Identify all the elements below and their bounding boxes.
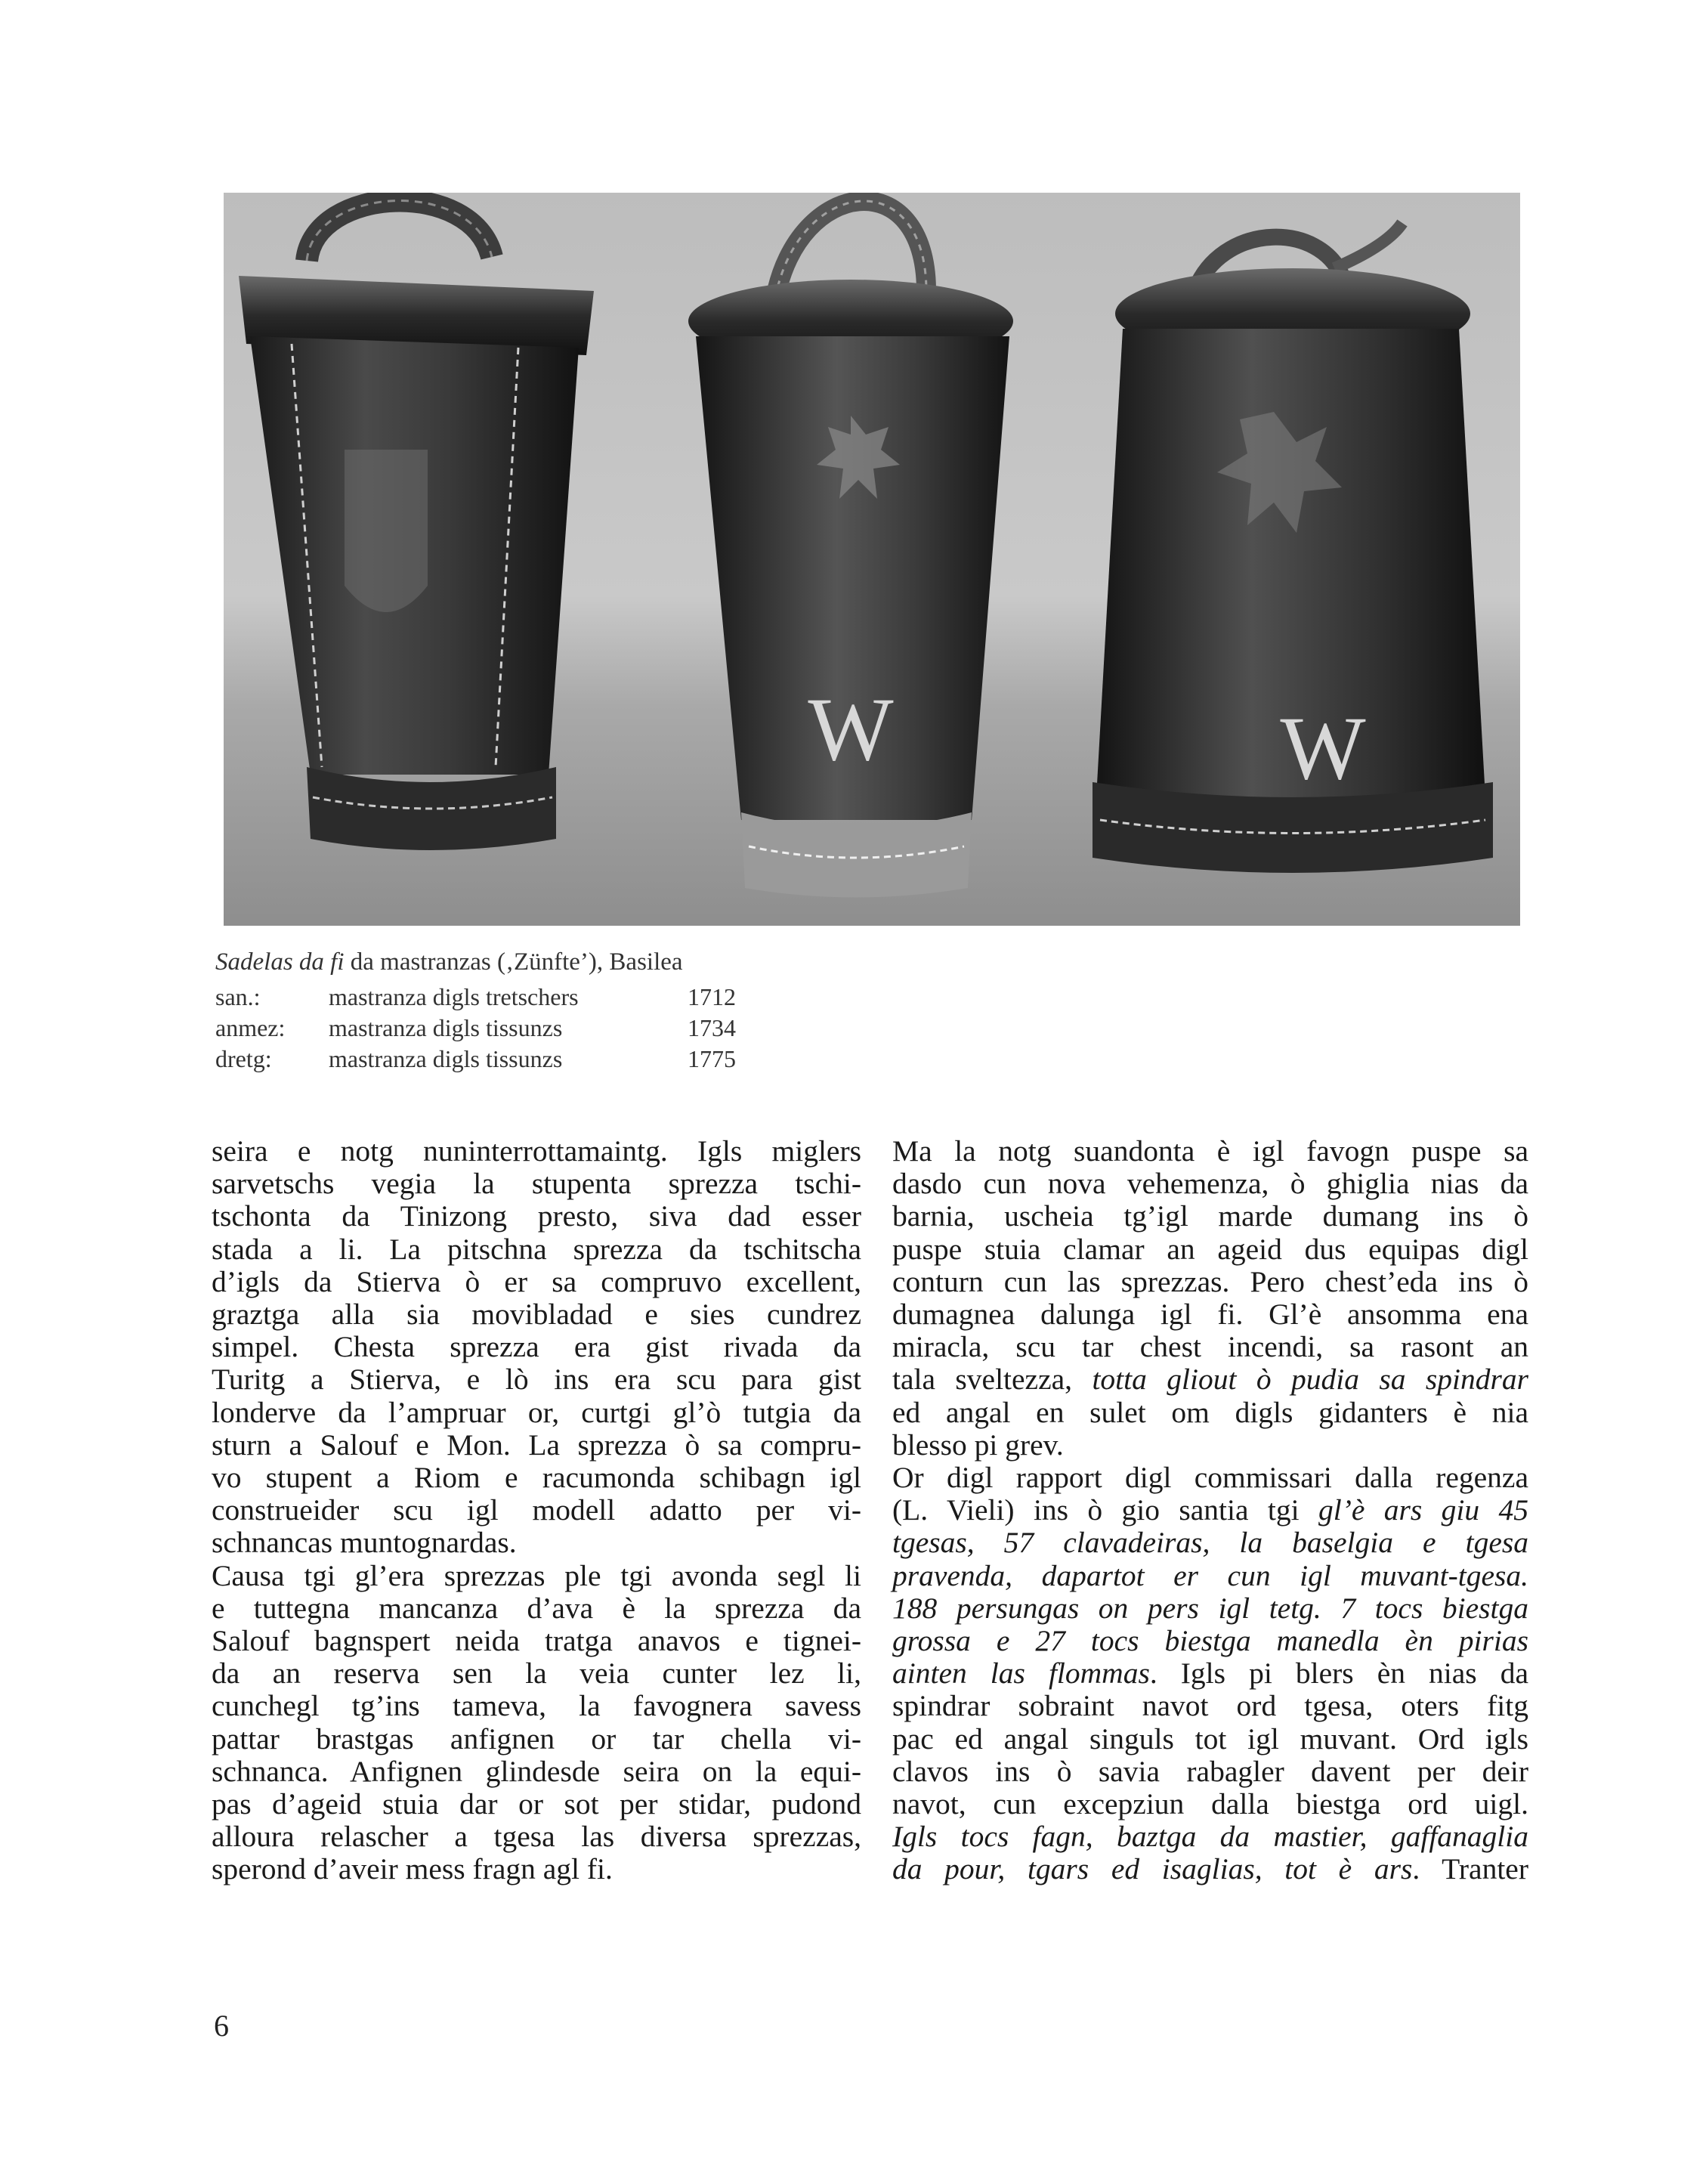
text-segment: Ma la notg suandonta è igl favogn puspe sa xyxy=(892,1134,1528,1168)
text-line: tschonta da Tinizong presto, siva dad esser xyxy=(212,1199,861,1233)
text-line xyxy=(892,1821,1528,1853)
left-bucket xyxy=(239,201,594,850)
text-line xyxy=(892,1657,1528,1690)
text-line: schnanca. Anfignen glindesde seira on la equi- xyxy=(212,1754,861,1788)
text-line xyxy=(892,1298,1528,1331)
text-line xyxy=(892,1135,1528,1168)
text-line: sturn a Salouf e Mon. La sprezza ò sa compru- xyxy=(212,1428,861,1462)
text-line: seira e notg nuninterrottamaintg. Igls miglers xyxy=(212,1134,861,1168)
text-line: vo stupent a Riom e racumonda schibagn igl xyxy=(212,1461,861,1495)
italic-text: 188 persungas on pers igl tetg. 7 tocs biestga xyxy=(892,1591,1528,1625)
italic-text: Igls tocs fagn, baztga da mastier, gaffanaglia xyxy=(892,1820,1528,1854)
caption-year: 1734 xyxy=(688,1014,736,1041)
text-line: graztga alla sia movibladad e sies cundrez xyxy=(212,1298,861,1332)
text-line: e tuttegna mancanza d’ava è la sprezza da xyxy=(212,1591,861,1625)
left-text-column xyxy=(212,1135,861,1886)
caption-guild: mastranza digls tissunzs xyxy=(329,1045,563,1072)
text-line xyxy=(892,1592,1528,1625)
text-line xyxy=(892,1200,1528,1233)
text-line: sperond d’aveir mess fragn agl fi. xyxy=(212,1852,613,1886)
svg-text:W: W xyxy=(1280,698,1366,798)
text-line: londerve da l’ampruar or, curtgi gl’ò tutgia da xyxy=(212,1395,861,1429)
caption-position: san.: xyxy=(215,983,261,1010)
text-line: construeider scu igl modell adatto per vi- xyxy=(212,1493,861,1527)
caption-title-italic: Sadelas da fi xyxy=(215,948,345,976)
text-line xyxy=(892,1397,1528,1429)
text-line xyxy=(892,1527,1528,1559)
text-segment: dumagnea dalunga igl fi. Gl’è ansomma ena xyxy=(892,1298,1528,1332)
text-line xyxy=(892,1429,1528,1462)
caption-guild: mastranza digls tretschers xyxy=(329,983,579,1010)
caption-year: 1712 xyxy=(688,983,736,1010)
text-segment: navot, cun excepziun dalla biestga ord uigl. xyxy=(892,1787,1528,1821)
italic-text: pravenda, dapartot er cun igl muvant-tgesa. xyxy=(892,1558,1528,1592)
svg-text:W: W xyxy=(808,679,894,779)
figure-caption xyxy=(215,945,895,1072)
text-line: stada a li. La pitschna sprezza da tschitscha xyxy=(212,1232,861,1266)
text-line xyxy=(892,1462,1528,1494)
italic-text: da pour, tgars ed isaglias, tot è ars xyxy=(892,1852,1413,1886)
text-line xyxy=(892,1331,1528,1363)
text-line: d’igls da Stierva ò er sa compruvo excellent, xyxy=(212,1264,861,1298)
text-line: simpel. Chesta sprezza era gist rivada da xyxy=(212,1330,861,1364)
text-segment: puspe stuia clamar an ageid dus equipas digl xyxy=(892,1232,1528,1266)
text-segment: spindrar sobraint navot ord tgesa, oters fitg xyxy=(892,1689,1528,1723)
text-segment: (L. Vieli) ins ò gio santia tgi xyxy=(892,1493,1318,1527)
text-line: schnancas muntognardas. xyxy=(212,1526,517,1560)
text-line: Turitg a Stierva, e lò ins era scu para gist xyxy=(212,1363,861,1397)
text-line: alloura relascher a tgesa las diversa sprezzas, xyxy=(212,1820,861,1854)
text-segment: ed angal en sulet om digls gidanters è nia xyxy=(892,1395,1528,1429)
text-segment: . Igls pi blers èn nias da xyxy=(1149,1657,1529,1691)
text-segment: pac ed angal singuls tot igl muvant. Ord igls xyxy=(892,1722,1528,1756)
text-line: pas d’ageid stuia dar or sot per stidar, pudond xyxy=(212,1787,861,1821)
italic-text: totta gliout ò pudia sa spindrar xyxy=(1092,1363,1528,1397)
right-text-column xyxy=(892,1135,1528,1886)
text-line: pattar brastgas anfignen or tar chella vi- xyxy=(212,1722,861,1756)
italic-text: grossa e 27 tocs biestga manedla èn pirias xyxy=(892,1624,1528,1658)
text-line xyxy=(892,1266,1528,1298)
text-line: Salouf bagnspert neida tratga anavos e tignei- xyxy=(212,1624,861,1658)
text-segment: blesso pi grev. xyxy=(892,1428,1064,1462)
right-bucket xyxy=(1093,223,1493,873)
text-line: sarvetschs vegia la stupenta sprezza tschi- xyxy=(212,1167,861,1201)
text-segment: barnia, uscheia tg’igl marde dumang ins ò xyxy=(892,1199,1528,1233)
text-line xyxy=(892,1494,1528,1527)
text-line xyxy=(892,1168,1528,1200)
text-segment: conturn cun las sprezzas. Pero chest’eda ins ò xyxy=(892,1264,1528,1298)
text-line: cunchegl tg’ins tameva, la favognera savess xyxy=(212,1689,861,1723)
text-line xyxy=(892,1853,1528,1885)
text-segment: Or digl rapport digl commissari dalla regenza xyxy=(892,1461,1528,1495)
middle-bucket xyxy=(688,201,1013,898)
caption-title-rest: da mastranzas (‚Zünfte’), Basilea xyxy=(344,948,683,976)
fire-buckets-photo xyxy=(224,193,1520,926)
text-line xyxy=(892,1560,1528,1592)
text-line: da an reserva sen la veia cunter lez li, xyxy=(212,1657,861,1691)
text-segment: dasdo cun nova vehemenza, ò ghiglia nias da xyxy=(892,1167,1528,1201)
caption-title xyxy=(215,945,895,979)
italic-text: gl’è ars giu 45 xyxy=(1318,1493,1528,1527)
caption-position: dretg: xyxy=(215,1045,272,1072)
text-segment: tala sveltezza, xyxy=(892,1363,1093,1397)
text-line xyxy=(892,1625,1528,1657)
caption-guild: mastranza digls tissunzs xyxy=(329,1014,563,1041)
text-segment: clavos ins ò savia rabagler davent per deir xyxy=(892,1754,1528,1788)
text-segment: . Tranter xyxy=(1412,1852,1528,1886)
page-number: 6 xyxy=(214,2009,229,2043)
text-line xyxy=(892,1690,1528,1722)
text-line xyxy=(892,1723,1528,1756)
text-line xyxy=(892,1756,1528,1788)
text-segment: miracla, scu tar chest incendi, sa rasont an xyxy=(892,1330,1528,1364)
text-line xyxy=(892,1233,1528,1266)
caption-year: 1775 xyxy=(688,1045,736,1072)
text-line xyxy=(892,1788,1528,1821)
italic-text: tgesas, 57 clavadeiras, la baselgia e tgesa xyxy=(892,1526,1528,1560)
caption-position: anmez: xyxy=(215,1014,286,1041)
text-line: Causa tgi gl’era sprezzas ple tgi avonda segl li xyxy=(212,1558,861,1592)
italic-text: ainten las flommas xyxy=(892,1657,1150,1691)
text-line xyxy=(892,1363,1528,1396)
